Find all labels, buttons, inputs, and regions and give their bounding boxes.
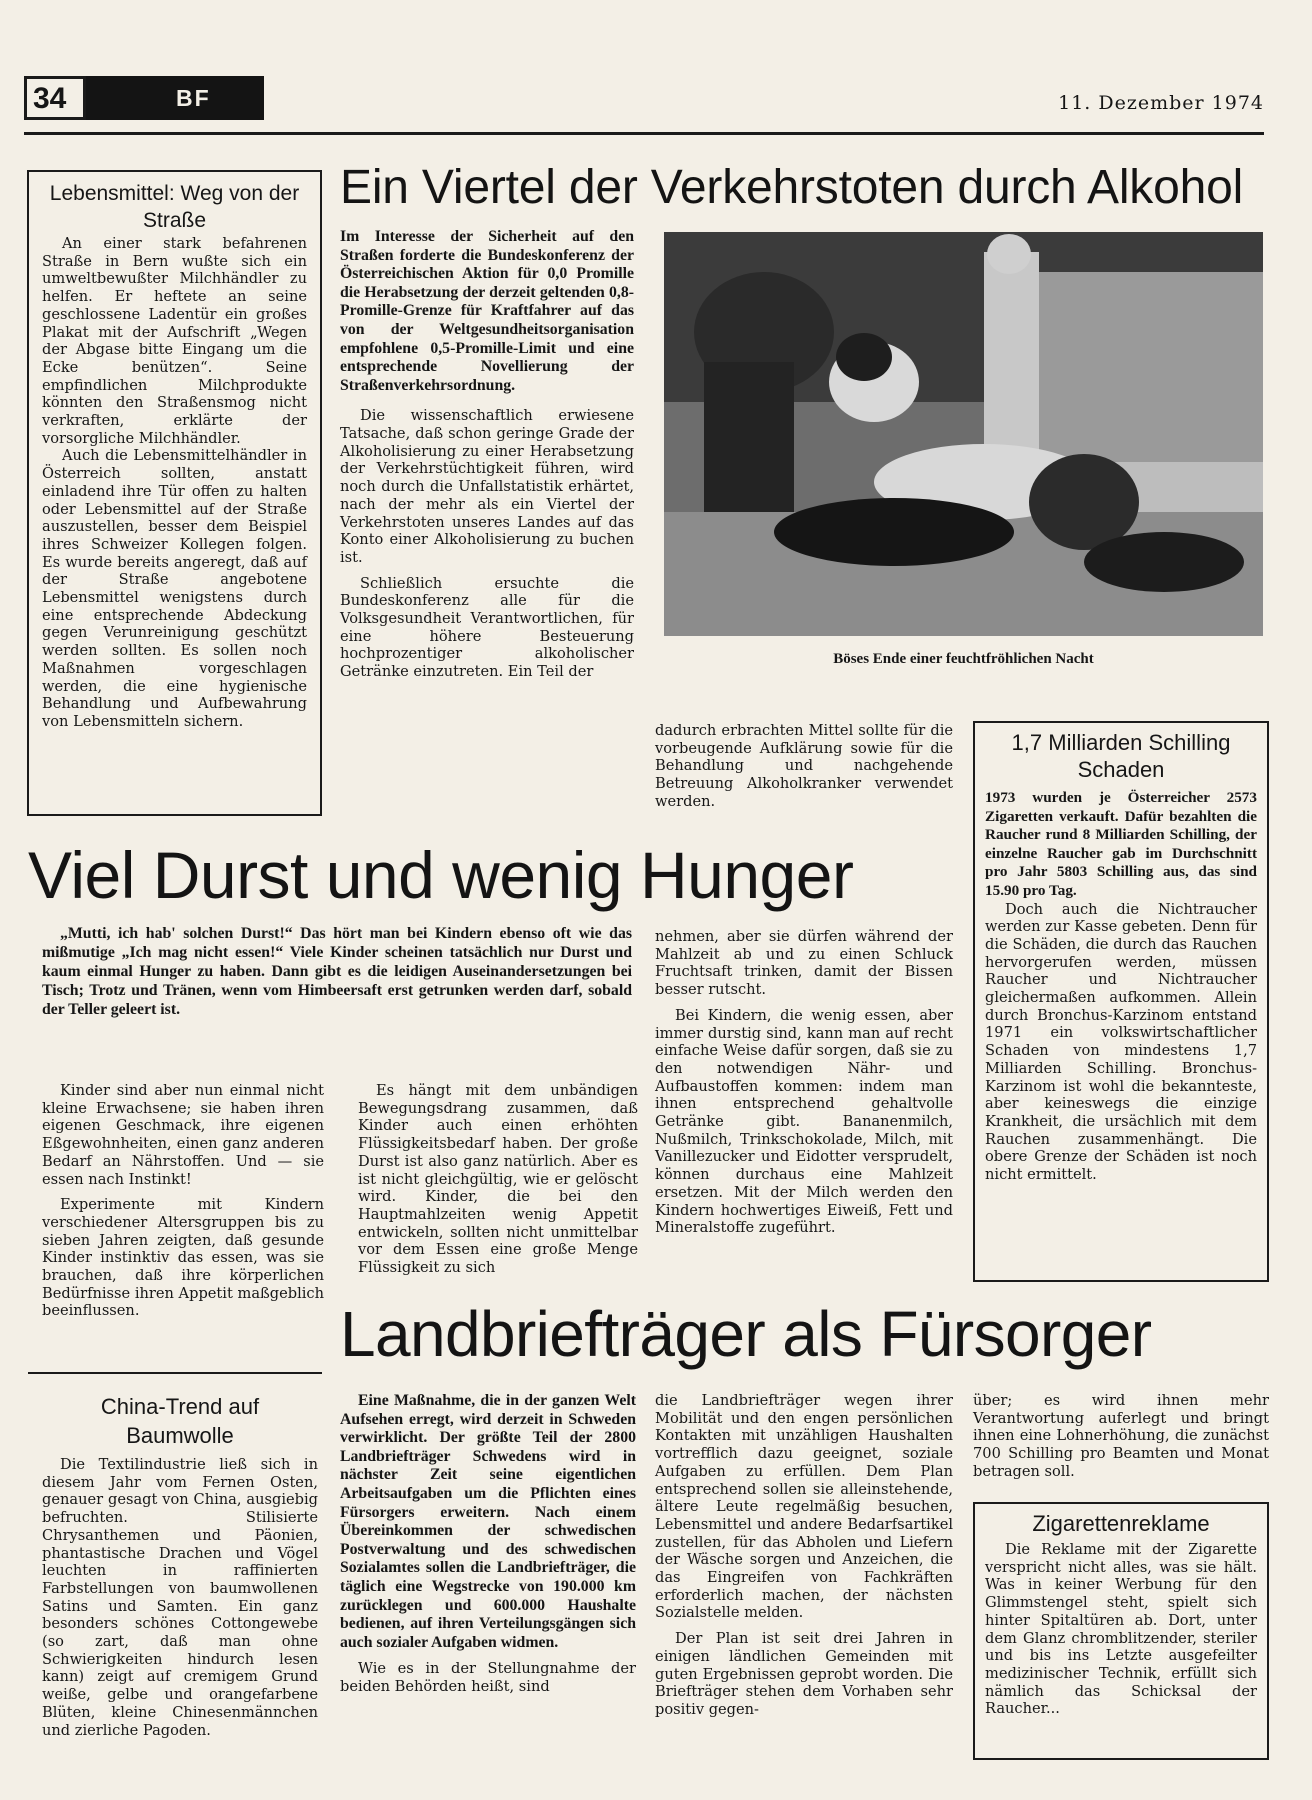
landbrief-col2-paragraph-1: die Landbriefträger wegen ihrer Mobilität und den engen persönlichen Kontakten mit unzähligen Haushalten vortrefflich dazu geeignet, soziale Aufgaben zu erfüllen. Dem Plan entsprechend sollen sie alleinstehende, ältere Leute regelmäßig besuchen, Lebensmittel und andere Bedarfsartikel zustellen, für das Abholen und Liefern der Wäsche sorgen und Anzeichen, die das Eingreifen von Fachkräften erforderlich machen, der nächsten Sozialstelle melden. [655,1392,953,1622]
issue-date: 11. Dezember 1974 [1058,92,1264,114]
box-schilling-schaden [973,721,1269,1282]
durst-column-2 [358,1082,638,1285]
accident-photo [664,232,1263,636]
section-label: BF [176,85,211,111]
box-zigarettenreklame [973,1502,1269,1760]
sidebar-lebensmittel-paragraph-2: Auch die Lebensmittelhändler in Österreich sollten, anstatt einladend ihre Tür offen zu halten oder Lebensmittel auf der Straße auszustellen, besser dem Beispiel ihres Schweizer Kollegen folgen. Es wurde bereits angeregt, daß auf der Straße angebotene Lebensmittel wenigstens durch eine entsprechende Abdeckung gegen Verunreinigung geschützt werden sollten. Es sollen noch Maßnahmen vorgeschlagen werden, die eine hygienische Behandlung und Aufbewahrung von Lebensmitteln sichern. [42,447,307,730]
page-header [24,76,1264,126]
durst-col3-paragraph-2: Bei Kindern, die wenig essen, aber immer durstig sind, kann man auf recht einfache Weise dafür sorgen, daß sie zu den notwendigen Nähr- und Aufbaustoffen kommen: indem man ihnen entsprechend gehaltvolle Getränke gibt. Bananenmilch, Nußmilch, Trinkschokolade, Milch, mit Vanillezucker und Eidotter versprudelt, können durchaus eine Mahlzeit ersetzen. Mit der Milch werden den Kindern hochwertiges Eiweiß, Fett und Mineralstoffe zugeführt. [655,1006,953,1237]
alcohol-lead: Im Interesse der Sicherheit auf den Straßen forderte die Bundeskonferenz der Österreichischen Aktion für 0,0 Promille die Herabsetzung der derzeit geltenden 0,8-Promille-Grenze für Kraftfahrer auf das von der Weltgesundheitsorganisation empfohlene 0,5-Promille-Limit und eine entsprechende Novellierung der Straßenverkehrsordnung. [340,228,634,394]
landbrief-column-2 [655,1392,953,1727]
landbrief-lead: Eine Maßnahme, die in der ganzen Welt Aufsehen erregt, wird derzeit in Schweden verwirklicht. Der größte Teil der 2800 Landbriefträger Schwedens wird in nächster Zeit seine eigentlichen Arbeitsaufgaben um die Pflichten eines Fürsorgers erweitern. Nach einem Übereinkommen der schwedischen Postverwaltung und des schwedischen Sozialamtes sollen die Landbriefträger, die täglich eine Wegstrecke von 190.000 km zurücklegen und 600.000 Haushalte bedienen, auf ihren Verteilungsgängen sich auch sozialer Aufgaben widmen. [340,1392,636,1651]
durst-col2-paragraph: Es hängt mit dem unbändigen Bewegungsdrang zusammen, daß Kinder auch einen erhöhten Flüssigkeitsbedarf haben. Der große Durst ist also ganz natürlich. Aber es ist nicht gleichgültig, wie er gelöscht wird. Kinder, die bei den Hauptmahlzeiten wenig Appetit entwickeln, sollten nicht unmittelbar vor dem Essen eine große Menge Flüssigkeit zu sich [358,1082,638,1277]
box-schilling-lead: 1973 wurden je Österreicher 2573 Zigaretten verkauft. Dafür bezahlten die Raucher rund 8 Milliarden Schilling, der einzelne Raucher gab im Durchschnitt pro Jahr 5803 Schilling aus, das sind 15.90 pro Tag. [985,789,1257,899]
alcohol-column-1 [340,228,634,689]
page-number-box [24,76,86,120]
durst-col1-paragraph-1: Kinder sind aber nun einmal nicht kleine Erwachsene; sie haben ihren eigenen Geschmack, ihre eigenen Eßgewohnheiten, einen ganz anderen Bedarf an Nährstoffen. Und — sie essen nach Instinkt! [42,1082,324,1188]
sidebar-lebensmittel-title: Lebensmittel: Weg von der Straße [49,182,300,232]
headline-landbrief: Landbriefträger als Fürsorger [340,1298,1152,1370]
landbrief-col1-tail: Wie es in der Stellungnahme der beiden Behörden heißt, sind [340,1660,636,1696]
sidebar-china-body: Die Textilindustrie ließ sich in diesem Jahr vom Fernen Osten, genauer gesagt von China, ausgiebig befruchten. Stilisierte Chrysanthemen und Päonien, phantastische Drachen und Vögel leuchten in raffinierten Farbstellungen von baumwollenen Satins und Samten. Ein ganz besonders schönes Cottongewebe (so zart, daß man ohne Schwierigkeiten hindurch lesen kann) zeigt auf cremigem Grund weiße, gelbe und orangefarbene Blüten, kleine Chinesenmännchen und zierliche Pagoden. [42,1456,318,1739]
sidebar-lebensmittel [27,170,322,816]
page-number: 34 [33,82,67,115]
alcohol-body-3: dadurch erbrachten Mittel sollte für die vorbeugende Aufklärung sowie für die Behandlung und nachgehende Betreuung Alkoholkranker verwendet werden. [655,722,953,810]
durst-column-1 [42,1082,324,1328]
photo-caption: Böses Ende einer feuchtfröhlichen Nacht [833,651,1094,667]
landbrief-column-3 [973,1392,1269,1489]
sidebar-china-title: China-Trend auf Baumwolle [100,1394,260,1448]
sidebar-lebensmittel-paragraph-1: An einer stark befahrenen Straße in Bern wußte sich ein umweltbewußter Milchhändler zu helfen. Er heftete an seine geschlossene Ladentür ein großes Plakat mit der Aufschrift „Wegen der Abgase bitte Eingang um die Ecke benützen“. Seine empfindlichen Milchprodukte könnten den Straßensmog nicht verkraften, erklärte der vorsorgliche Milchhändler. [42,235,307,447]
box-schilling-title: 1,7 Milliarden Schilling Schaden [1011,730,1231,782]
landbrief-column-1 [340,1392,636,1704]
durst-col1-paragraph-2: Experimente mit Kindern verschiedener Altersgruppen bis zu sieben Jahren zeigten, daß gesunde Kinder instinktiv das essen, was sie brauchen, daß ihre körperlichen Bedürfnisse ihren Appetit maßgeblich beeinflussen. [42,1196,324,1320]
sidebar-china [42,1392,318,1747]
alcohol-body-2: Schließlich ersuchte die Bundeskonferenz alle für die Volksgesundheit Verantwortlichen, für eine höhere Besteuerung hochprozentiger alkoholischer Getränke einzutreten. Ein Teil der [340,574,634,681]
landbrief-col3-paragraph: über; es wird ihnen mehr Verantwortung auferlegt und bringt ihnen eine Lohnerhöhung, die zunächst 700 Schilling pro Beamten und Monat betragen soll. [973,1392,1269,1480]
durst-lead: „Mutti, ich hab' solchen Durst!“ Das hört man bei Kindern ebenso oft wie das mißmutige „Ich mag nicht essen!“ Viele Kinder scheinen tatsächlich nur Durst und kaum einmal Hunger zu haben. Dann gibt es die leidigen Auseinandersetzungen bei Tisch; Trotz und Tränen, wenn vom Himbeersaft erst getrunken werden darf, sobald der Teller geleert ist. [42,925,632,1018]
landbrief-col2-paragraph-2: Der Plan ist seit drei Jahren in einigen ländlichen Gemeinden mit guten Ergebnissen geprobt worden. Die Briefträger stehen dem Vorhaben sehr positiv gegen- [655,1630,953,1718]
headline-alcohol: Ein Viertel der Verkehrstoten durch Alkohol [340,161,1244,214]
china-top-rule [28,1372,322,1374]
alcohol-column-2 [655,722,953,819]
header-rule [24,132,1264,135]
box-zigaretten-title: Zigarettenreklame [1032,1511,1210,1536]
alcohol-body-1: Die wissenschaftlich erwiesene Tatsache, daß schon geringe Grade der Alkoholisierung zu einer Herabsetzung der Verkehrstüchtigkeit führen, wird noch durch die Unfallstatistik erhärtet, nach der mehr als ein Viertel der Verkehrstoten unseres Landes auf das Konto einer Alkoholisierung zu buchen ist. [340,407,634,566]
headline-durst: Viel Durst und wenig Hunger [28,838,854,912]
accident-photo-image [664,232,1263,636]
section-banner [86,76,264,120]
box-schilling-body: Doch auch die Nichtraucher werden zur Kasse gebeten. Denn für die Schäden, die durch das Rauchen hervorgerufen werden, müssen Raucher und Nichtraucher gleichermaßen aufkommen. Allein durch Bronchus-Karzinom entstand 1971 ein volkswirtschaftlicher Schaden von mindestens 1,7 Milliarden Schilling. Bronchus-Karzinom ist wohl die bekannteste, aber keineswegs die einzige Krankheit, die ursächlich mit dem Rauchen zusammenhängt. Die obere Grenze der Schäden ist noch nicht ermittelt. [985,900,1257,1184]
box-zigaretten-body: Die Reklame mit der Zigarette verspricht nicht alles, was sie hält. Was in keiner Werbung für den Glimmstengel steht, spielt sich hinter Spitaltüren ab. Dort, unter dem Glanz chromblitzender, steriler und bis ins Letzte ausgefeilter medizinischer Technik, erfüllt sich nämlich das Schicksal der Raucher... [985,1541,1257,1718]
durst-column-3 [655,928,953,1245]
durst-lead-block [42,924,632,1027]
durst-col3-paragraph-1: nehmen, aber sie dürfen während der Mahlzeit ab und zu einen Schluck Fruchtsaft trinken, damit der Bissen besser rutscht. [655,928,953,999]
